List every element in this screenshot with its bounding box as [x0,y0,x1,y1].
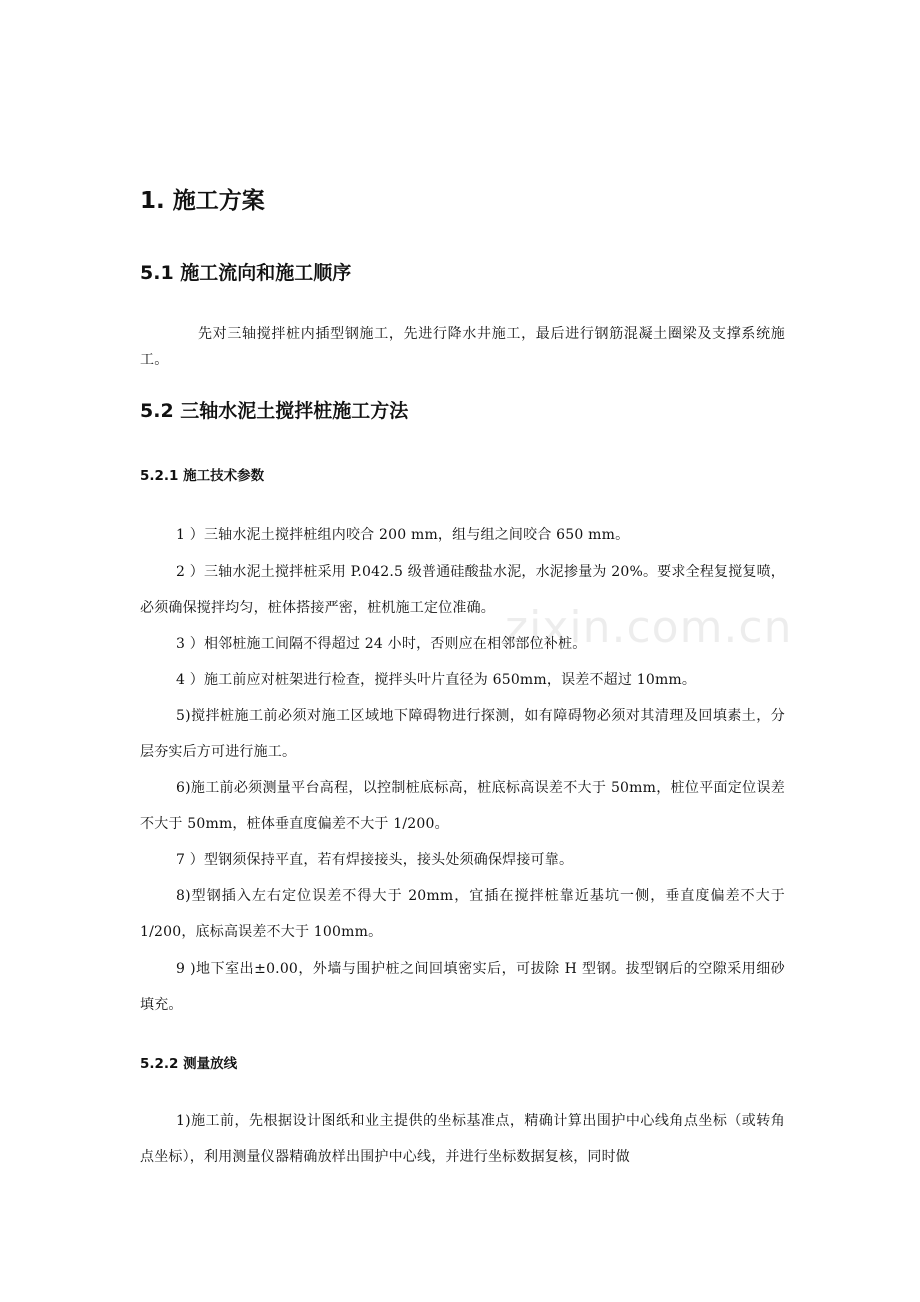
chapter-heading: 1. 施工方案 [140,188,265,214]
param-item-5: 5)搅拌桩施工前必须对施工区域地下障碍物进行探测，如有障碍物必须对其清理及回填素土，分层夯实后方可进行施工。 [140,708,785,760]
section-5-2-2-heading: 5.2.2 测量放线 [140,1056,238,1072]
section-5-2-heading: 5.2 三轴水泥土搅拌桩施工方法 [140,400,409,422]
section-5-1-heading: 5.1 施工流向和施工顺序 [140,262,352,284]
param-item-2: 2 ）三轴水泥土搅拌桩采用 P.042.5 级普通硅酸盐水泥，水泥掺量为 20%。要求全程复搅复喷，必须确保搅拌均匀，桩体搭接严密，桩机施工定位准确。 [140,564,785,616]
param-item-1: 1 ）三轴水泥土搅拌桩组内咬合 200 mm，组与组之间咬合 650 mm。 [176,527,630,543]
site-watermark: zixin.com.cn [505,602,793,653]
param-item-6: 6)施工前必须测量平台高程，以控制桩底标高，桩底标高误差不大于 50mm，桩位平面定位误差不大于 50mm，桩体垂直度偏差不大于 1/200。 [140,780,785,832]
section-5-1-paragraph: 先对三轴搅拌桩内插型钢施工，先进行降水井施工，最后进行钢筋混凝土圈梁及支撑系统施工。 [140,326,785,368]
param-item-9: 9 )地下室出±0.00，外墙与围护桩之间回填密实后，可拔除 H 型钢。拔型钢后的空隙采用细砂填充。 [140,961,785,1013]
survey-item-1: 1)施工前，先根据设计图纸和业主提供的坐标基准点，精确计算出围护中心线角点坐标（或转角点坐标），利用测量仪器精确放样出围护中心线，并进行坐标数据复核，同时做 [140,1113,785,1165]
param-item-7: 7 ）型钢须保持平直，若有焊接接头，接头处须确保焊接可靠。 [176,852,574,868]
section-5-2-1-heading: 5.2.1 施工技术参数 [140,468,265,484]
param-item-3: 3 ）相邻桩施工间隔不得超过 24 小时，否则应在相邻部位补桩。 [176,636,587,652]
param-item-8: 8)型钢插入左右定位误差不得大于 20mm，宜插在搅拌桩靠近基坑一侧，垂直度偏差不大于 1/200，底标高误差不大于 100mm。 [140,888,785,940]
param-item-4: 4 ）施工前应对桩架进行检查，搅拌头叶片直径为 650mm，误差不超过 10mm。 [176,672,697,688]
